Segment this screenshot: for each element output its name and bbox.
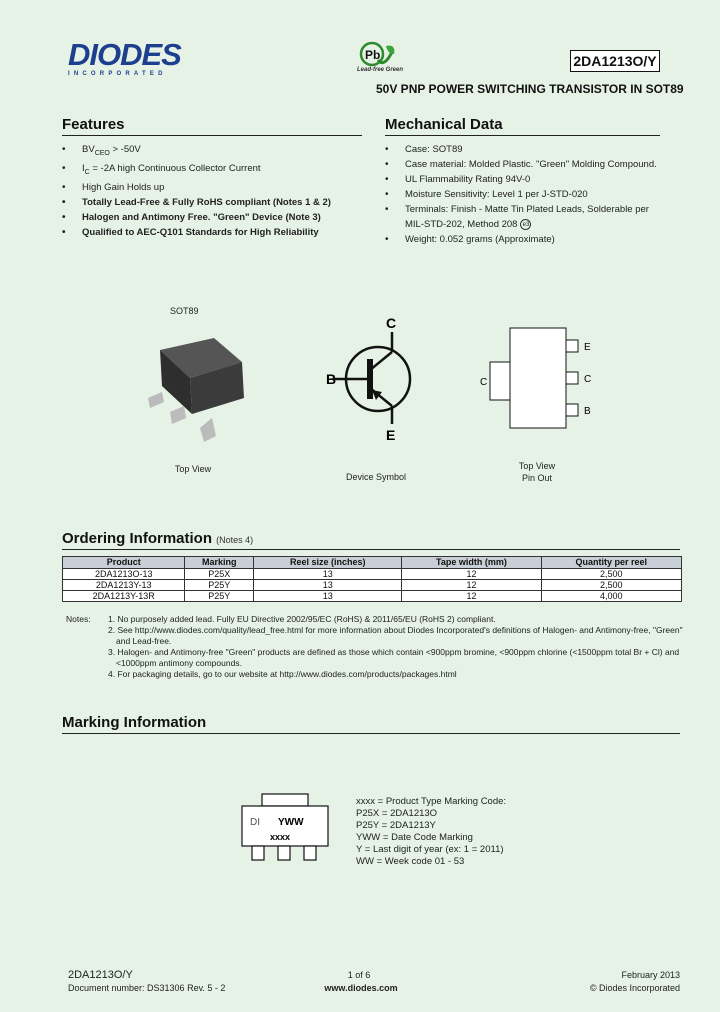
chip-xxxx: xxxx [270,832,291,842]
column-header: Tape width (mm) [402,557,541,569]
feature-item: • Totally Lead-Free & Fully RoHS compliant (Notes 1 & 2) [62,195,362,210]
logo-text: DIODES [68,37,181,72]
pb-caption: Lead-free Green [356,67,404,73]
footer-doc-number: Document number: DS31306 Rev. 5 - 2 [68,983,226,993]
marking-chip-diagram [236,790,336,870]
table-cell: 12 [402,580,541,591]
column-header: Product [63,557,185,569]
feature-item: • High Gain Holds up [62,180,362,195]
chip-logo: DI [250,817,260,828]
footer-date: February 2013 [621,970,680,980]
marking-legend-line: P25X = 2DA1213O [356,808,438,819]
pin-b-label: B [584,406,591,417]
symbol-base-label: B [326,371,337,387]
e3-icon: e3 [520,219,531,230]
pinout-label-line2: Pin Out [521,473,552,483]
notes-items [108,614,688,680]
note-item: 1. No purposely added lead. Fully EU Directive 2002/95/EC (RoHS) & 2011/65/EU (RoHS 2) compliant. [108,614,496,624]
notes-label: Notes: [66,614,91,624]
note-item: 4. For packaging details, go to our website at http://www.diodes.com/products/packages.html [108,669,457,679]
feature-item: • Qualified to AEC-Q101 Standards for High Reliability [62,225,362,240]
table-cell: 4,000 [541,591,681,602]
mechanical-list [385,142,665,247]
logo-subtitle: INCORPORATED [68,71,167,77]
footer-part: 2DA1213O/Y [68,969,133,981]
pin-e-label: E [584,342,591,353]
part-number-box: 2DA1213O/Y [570,50,660,72]
table-cell: 13 [254,580,402,591]
table-cell: 12 [402,569,541,580]
note-item: and Lead-free. [116,636,172,646]
features-heading: Features [62,116,362,136]
table-cell: P25Y [185,591,254,602]
ordering-heading-text: Ordering Information [62,530,212,547]
device-symbol-diagram [320,312,430,447]
ordering-heading [62,530,680,550]
column-header: Quantity per reel [541,557,681,569]
marking-legend-line: P25Y = 2DA1213Y [356,820,436,831]
column-header: Marking [185,557,254,569]
mechanical-heading: Mechanical Data [385,116,660,136]
table-cell: 2DA1213O-13 [63,569,185,580]
ordering-table-header [63,557,682,569]
feature-item: • $I_C = -2A$ high Continuous Collector Current [62,161,362,180]
table-row [63,569,682,580]
marking-heading: Marking Information [62,714,680,734]
footer-website[interactable]: www.diodes.com [324,983,398,993]
document-title: 50V PNP POWER SWITCHING TRANSISTOR IN SOT89 [376,82,684,96]
notes-block [66,614,686,684]
marking-legend-line: xxxx = Product Type Marking Code: [356,796,507,807]
package-label: SOT89 [170,306,199,316]
marking-legend-line: WW = Week code 01 - 53 [356,856,465,867]
diodes-logo [68,37,198,77]
pinout-label-line1: Top View [518,461,556,471]
table-cell: 2,500 [541,569,681,580]
mechanical-item: • UL Flammability Rating 94V-0 [385,172,665,187]
symbol-collector-label: C [386,315,397,331]
feature-item: • $BV_{CEO} > -50V$ [62,142,362,161]
ordering-heading-note: (Notes 4) [216,535,254,545]
pb-symbol: Pb [365,48,381,62]
table-row [63,580,682,591]
mechanical-item: • Terminals: Finish - Matte Tin Plated Leads, Solderable per MIL-STD-202, Method 208 e3 [385,202,665,232]
mechanical-item: • Case: SOT89 [385,142,665,157]
table-cell: 13 [254,591,402,602]
note-item: 3. Halogen- and Antimony-free "Green" products are defined as those which contain <900ppm bromine, <900ppm chlorine (<1500ppm total Br + Cl) and [108,647,680,657]
ordering-table [62,556,682,602]
table-cell: 2,500 [541,580,681,591]
top-view-label: Top View [174,464,212,474]
column-header: Reel size (inches) [254,557,402,569]
table-cell: 12 [402,591,541,602]
sot89-package-image [140,320,250,450]
feature-item: • Halogen and Antimony Free. "Green" Device (Note 3) [62,210,362,225]
marking-legend-line: Y = Last digit of year (ex: 1 = 2011) [356,844,504,855]
chip-yww: YWW [278,817,304,828]
footer-page: 1 of 6 [347,970,371,980]
table-cell: P25Y [185,580,254,591]
footer-copyright: © Diodes Incorporated [589,983,680,993]
table-row [63,591,682,602]
pin-tab-label: C [480,377,488,388]
pinout-diagram [476,326,606,436]
note-item: 2. See http://www.diodes.com/quality/lead_free.html for more information about Diodes Incorporated's definitions of Halogen- and Antimony-free, "Green" [108,625,683,635]
features-list [62,142,362,240]
note-item: <1000ppm antimony compounds. [116,658,242,668]
table-cell: P25X [185,569,254,580]
symbol-emitter-label: E [386,427,396,443]
marking-legend-line: YWW = Date Code Marking [356,832,473,843]
marking-legend [356,796,606,868]
device-symbol-label: Device Symbol [345,472,407,482]
mechanical-item: • Moisture Sensitivity: Level 1 per J-STD-020 [385,187,665,202]
table-cell: 13 [254,569,402,580]
table-cell: 2DA1213Y-13 [63,580,185,591]
mechanical-item: • Case material: Molded Plastic. "Green" Molding Compound. [385,157,665,172]
table-cell: 2DA1213Y-13R [63,591,185,602]
mechanical-item: • Weight: 0.052 grams (Approximate) [385,232,665,247]
pin-c-label: C [584,374,592,385]
